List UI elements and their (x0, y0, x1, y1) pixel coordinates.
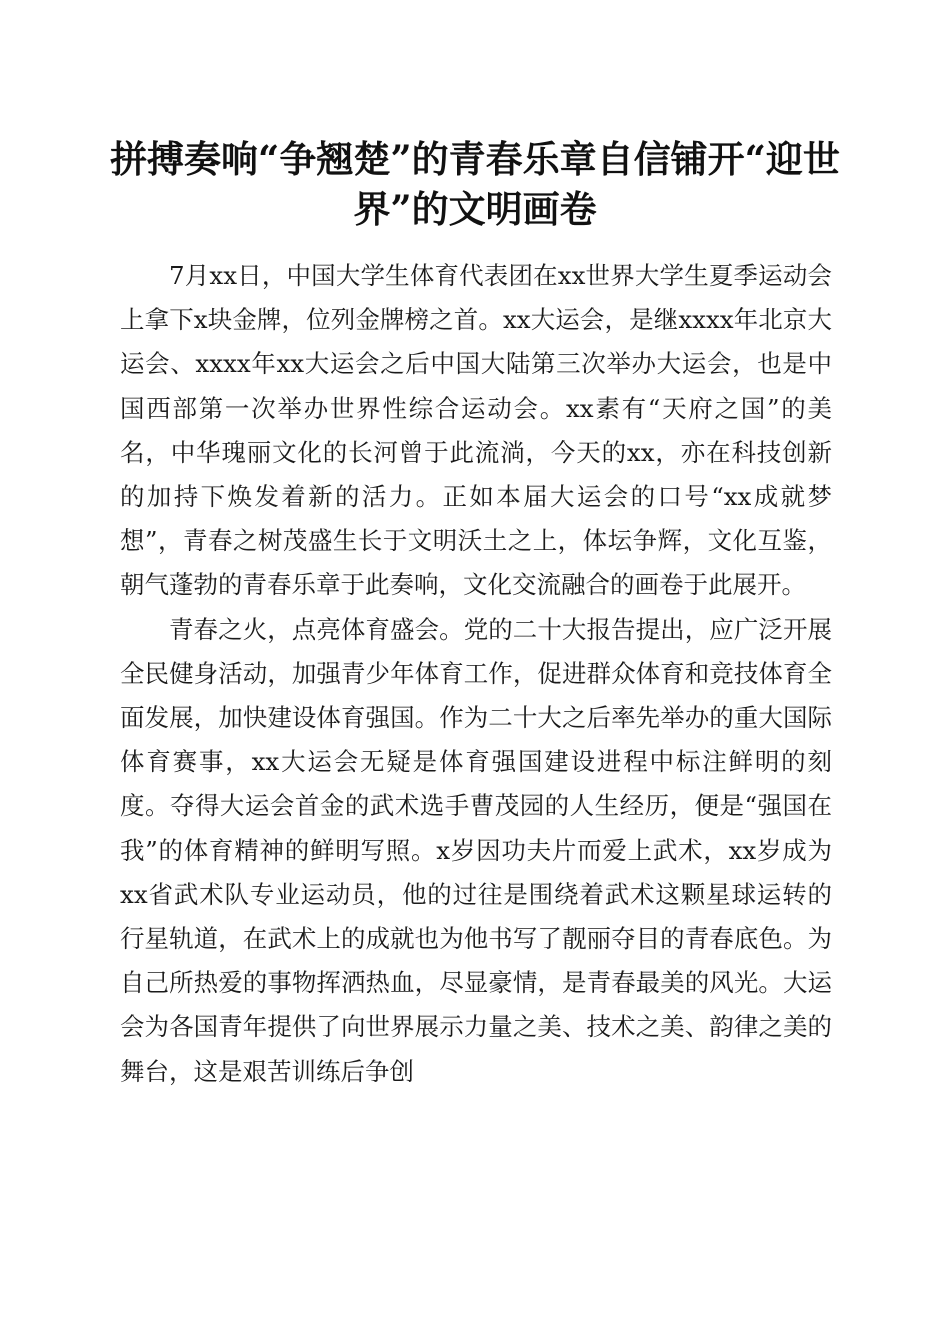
document-title: 拼搏奏响“争翘楚”的青春乐章自信铺开“迎世界”的文明画卷 (110, 137, 840, 231)
paragraph-1: 7月xx日，中国大学生体育代表团在xx世界大学生夏季运动会上拿下x块金牌，位列金牌榜之首。xx大运会，是继xxxx年北京大运会、xxxx年xx大运会之后中国大陆第三次举办大运会，也是中国西部第一次举办世界性综合运动会。xx素有“天府之国”的美名，中华瑰丽文化的长河曾于此流淌，今天的xx，亦在科技创新的加持下焕发着新的活力。正如本届大运会的口号“xx成就梦想”，青春之树茂盛生长于文明沃土之上，体坛争辉，文化互鉴，朝气蓬勃的青春乐章于此奏响，文化交流融合的画卷于此展开。 (120, 261, 832, 600)
document-body (120, 254, 832, 1094)
paragraph-2: 青春之火，点亮体育盛会。党的二十大报告提出，应广泛开展全民健身活动，加强青少年体育工作，促进群众体育和竞技体育全面发展，加快建设体育强国。作为二十大之后率先举办的重大国际体育赛事，xx大运会无疑是体育强国建设进程中标注鲜明的刻度。夺得大运会首金的武术选手曹茂园的人生经历，便是“强国在我”的体育精神的鲜明写照。x岁因功夫片而爱上武术，xx岁成为xx省武术队专业运动员，他的过往是围绕着武术这颗星球运转的行星轨道，在武术上的成就也为他书写了靓丽夺目的青春底色。为自己所热爱的事物挥洒热血，尽显豪情，是青春最美的风光。大运会为各国青年提供了向世界展示力量之美、技术之美、韵律之美的舞台，这是艰苦训练后争创 (120, 614, 832, 1086)
